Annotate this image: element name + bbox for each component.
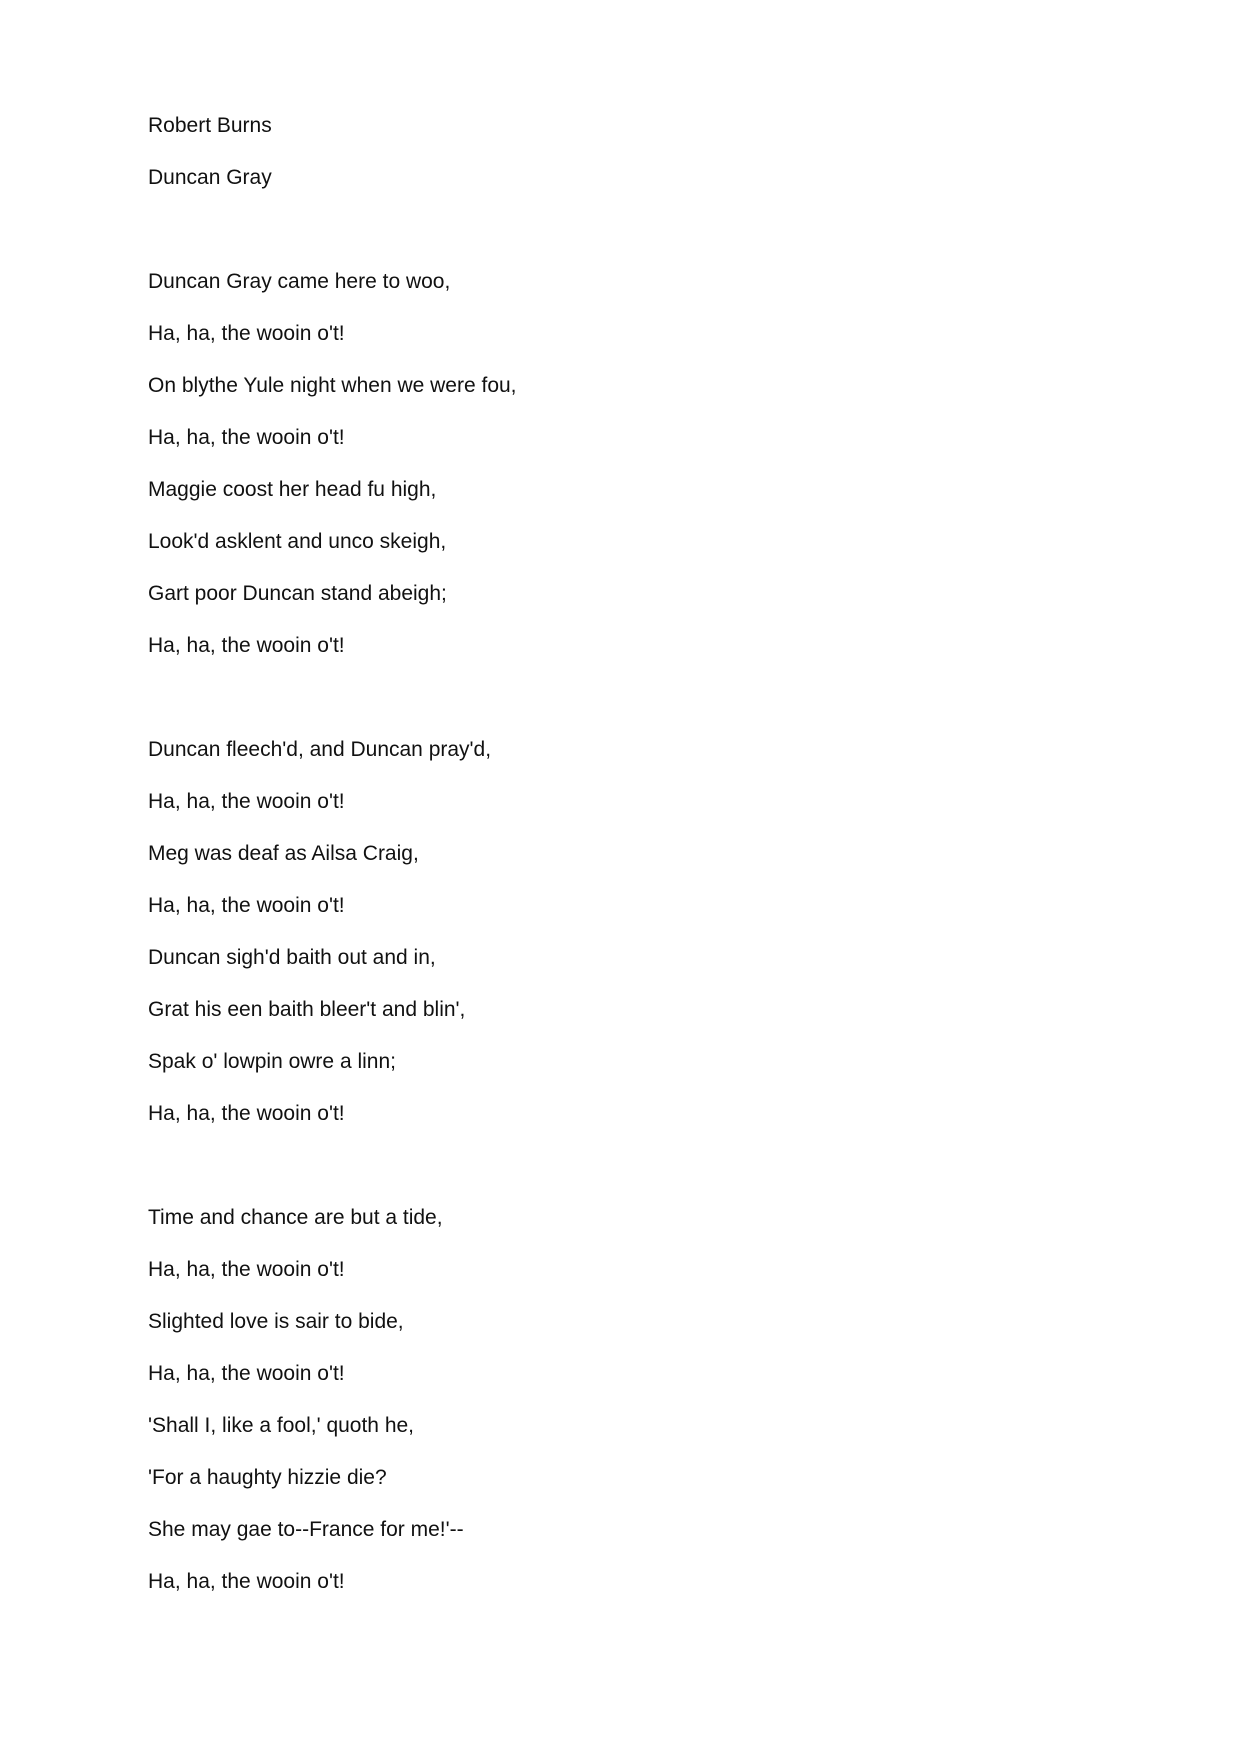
poem-line: Duncan fleech'd, and Duncan pray'd, — [148, 738, 492, 761]
poem-line: Maggie coost her head fu high, — [148, 478, 437, 501]
poem-line: Duncan Gray came here to woo, — [148, 270, 451, 293]
poem-line: Ha, ha, the wooin o't! — [148, 1362, 345, 1385]
poem-line: Ha, ha, the wooin o't! — [148, 894, 345, 917]
spacer — [148, 682, 1148, 734]
poem-line: Look'd asklent and unco skeigh, — [148, 530, 447, 553]
spacer — [148, 1150, 1148, 1202]
stanza-3 — [148, 1202, 1148, 1618]
poem-title: Duncan Gray — [148, 166, 272, 189]
poem-text — [148, 110, 1148, 1618]
poem-line: Ha, ha, the wooin o't! — [148, 1258, 345, 1281]
poem-line: On blythe Yule night when we were fou, — [148, 374, 517, 397]
stanza-1 — [148, 266, 1148, 682]
poem-line: Gart poor Duncan stand abeigh; — [148, 582, 447, 605]
poem-line: 'For a haughty hizzie die? — [148, 1466, 387, 1489]
poem-line: She may gae to--France for me!'-- — [148, 1518, 464, 1541]
spacer — [148, 214, 1148, 266]
poem-line: Ha, ha, the wooin o't! — [148, 790, 345, 813]
poem-line: Time and chance are but a tide, — [148, 1206, 443, 1229]
poem-line: Ha, ha, the wooin o't! — [148, 1102, 345, 1125]
poem-line: Duncan sigh'd baith out and in, — [148, 946, 436, 969]
poem-line: 'Shall I, like a fool,' quoth he, — [148, 1414, 415, 1437]
poem-line: Ha, ha, the wooin o't! — [148, 1570, 345, 1593]
author-line: Robert Burns — [148, 114, 272, 137]
poem-line: Slighted love is sair to bide, — [148, 1310, 404, 1333]
poem-line: Ha, ha, the wooin o't! — [148, 634, 345, 657]
poem-line: Meg was deaf as Ailsa Craig, — [148, 842, 419, 865]
stanza-2 — [148, 734, 1148, 1150]
poem-line: Ha, ha, the wooin o't! — [148, 426, 345, 449]
poem-line: Ha, ha, the wooin o't! — [148, 322, 345, 345]
poem-line: Spak o' lowpin owre a linn; — [148, 1050, 396, 1073]
poem-line: Grat his een baith bleer't and blin', — [148, 998, 466, 1021]
